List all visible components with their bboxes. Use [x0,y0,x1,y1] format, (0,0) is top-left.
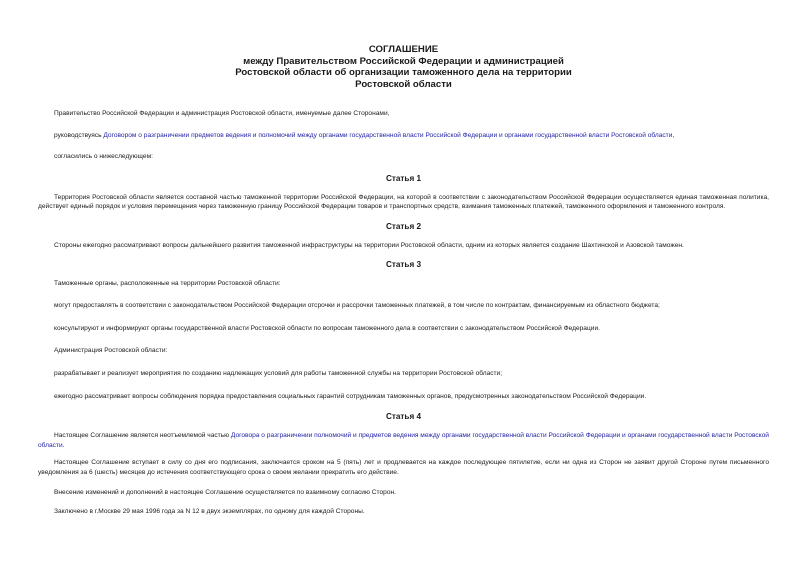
preamble-paragraph-1: Правительство Российской Федерации и администрация Ростовской области, именуемые далее Сторонами, [54,110,390,117]
article-4-text: Настоящее Соглашение является неотъемлемой частью [54,432,231,440]
document-subtitle-line-1: между Правительством Российской Федерации и администрацией [243,55,564,67]
document-title: СОГЛАШЕНИЕ [368,44,439,55]
article-3-heading: Статья 3 [385,259,422,269]
preamble-punct: , [672,131,675,139]
article-4-paragraph-1 [38,431,769,450]
document-body [38,44,769,517]
article-1-heading: Статья 1 [385,173,422,183]
preamble-text: руководствуясь [54,131,104,139]
preamble-paragraph-3: согласились о нижеследующем: [54,153,153,161]
article-4-heading: Статья 4 [385,412,422,422]
treaty-link[interactable]: Договором о разграничении предметов ведения и полномочий между органами государственной власти Российской Федерации и органами государственной власти Ростовской области [103,131,673,139]
article-3-paragraph-3: консультируют и информируют органы государственной власти Ростовской области по вопросам таможенного дела в соответствии с законодательством Российской Федерации. [54,324,600,332]
article-2-heading: Статья 2 [385,221,422,231]
preamble-paragraph-2 [38,131,769,141]
treaty-link-2[interactable]: Договора о разграничении полномочий и предметов ведения между органами государственной власти Российской Федерации и органами государственной власти Ростовской области [38,432,769,449]
article-4-paragraph-4: Заключено в г.Москве 29 мая 1996 года за N 12 в двух экземплярах, по одному для каждой Стороны. [54,508,365,516]
article-3-paragraph-4: Администрация Ростовской области: [54,347,168,355]
article-3-paragraph-6: ежегодно рассматривает вопросы соблюдения порядка предоставления социальных гарантий сотрудникам таможенных органов, предусмотренных законодательством Российской Федерации. [54,392,647,400]
article-2-text: Стороны ежегодно рассматривают вопросы дальнейшего развития таможенной инфраструктуры на территории Ростовской области, одним из которых является создание Шахтинской и Азовской таможен. [54,241,684,249]
article-4-paragraph-2: Настоящее Соглашение вступает в силу со дня его подписания, заключается сроком на 5 (пять) лет и продлевается на каждое последующее пятилетие, если ни одна из Сторон не заявит другой Стороне путем письменного уведомления за 6 (шесть) месяцев до истечения соответствующего срока о своем желании прекратить его действие. [38,459,769,476]
document-subtitle-line-2: Ростовской области об организации таможенного дела на территории [235,67,572,78]
article-3-paragraph-5: разрабатывает и реализует мероприятия по созданию надлежащих условий для работы таможенной службы на территории Ростовской области; [54,369,503,377]
article-4-paragraph-3: Внесение изменений и дополнений в настоящее Соглашение осуществляется по взаимному согласию Сторон. [54,488,396,496]
article-3-paragraph-2: могут предоставлять в соответствии с законодательством Российской Федерации отсрочки и рассрочки таможенных платежей, в том числе по контрактам, финансируемым из областного бюджета; [54,302,660,310]
article-1-text: Территория Ростовской области является составной частью таможенной территории Российской Федерации, на которой в соответствии с законодательством Российской Федерации осуществляется единая таможенная политика, действует единый порядок и условия перемещения через таможенную границу Российской Федерации товаров и транспортных средств, взимания таможенных платежей, таможенного оформления и таможенного контроля. [38,193,769,211]
article-3-paragraph-1: Таможенные органы, расположенные на территории Ростовской области: [54,279,281,287]
document-subtitle-line-3: Ростовской области [355,78,452,90]
article-4-punct: . [62,441,65,449]
document-title-block [38,44,769,90]
